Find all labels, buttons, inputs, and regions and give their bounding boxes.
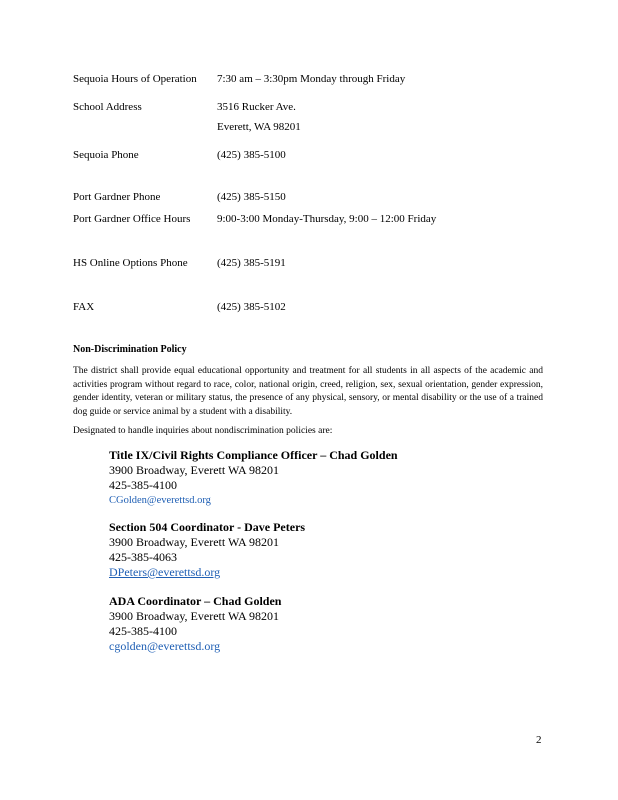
contact-address: 3900 Broadway, Everett WA 98201 bbox=[109, 535, 279, 549]
contact-email-link[interactable]: cgolden@everettsd.org bbox=[109, 639, 221, 653]
policy-heading: Non-Discrimination Policy bbox=[73, 344, 187, 355]
info-label: Sequoia Phone bbox=[73, 149, 139, 161]
info-value: 9:00-3:00 Monday-Thursday, 9:00 – 12:00 Friday bbox=[217, 213, 437, 225]
contact-block-ada bbox=[109, 594, 281, 654]
info-label: Sequoia Hours of Operation bbox=[73, 73, 197, 85]
info-value: (425) 385-5100 bbox=[217, 149, 286, 161]
designated-text: Designated to handle inquiries about nondiscrimination policies are: bbox=[73, 426, 333, 436]
contact-title: Title IX/Civil Rights Compliance Officer – Chad Golden bbox=[109, 448, 398, 462]
info-value: 7:30 am – 3:30pm Monday through Friday bbox=[217, 73, 406, 85]
contact-phone: 425-385-4063 bbox=[109, 550, 177, 564]
contact-block-title-ix bbox=[109, 448, 398, 508]
info-label: Port Gardner Office Hours bbox=[73, 213, 191, 225]
info-value: (425) 385-5102 bbox=[217, 301, 286, 313]
contact-email-link[interactable]: CGolden@everettsd.org bbox=[109, 495, 211, 506]
info-value: (425) 385-5150 bbox=[217, 191, 286, 203]
info-label: School Address bbox=[73, 101, 142, 113]
contact-title: ADA Coordinator – Chad Golden bbox=[109, 594, 282, 608]
contact-title: Section 504 Coordinator - Dave Peters bbox=[109, 520, 306, 534]
policy-body: The district shall provide equal educational opportunity and treatment for all students in all aspects of the academic and activities program without regard to race, color, national origin, creed, religion, sex, sexual orientation, gender expression, gender identity, veteran or military status, the presence of any physical, sensory, or mental disability or the use of a trained dog guide or service animal by a student with a disability. bbox=[73, 366, 543, 417]
info-label: FAX bbox=[73, 301, 95, 313]
contact-block-section-504 bbox=[109, 520, 305, 580]
contact-address: 3900 Broadway, Everett WA 98201 bbox=[109, 609, 279, 623]
info-value: Everett, WA 98201 bbox=[217, 121, 301, 133]
contact-email-link[interactable]: DPeters@everettsd.org bbox=[109, 565, 221, 579]
info-value: (425) 385-5191 bbox=[217, 257, 286, 269]
info-label: Port Gardner Phone bbox=[73, 191, 161, 203]
contact-address: 3900 Broadway, Everett WA 98201 bbox=[109, 463, 279, 477]
page-number: 2 bbox=[536, 734, 542, 746]
contact-phone: 425-385-4100 bbox=[109, 624, 177, 638]
info-value: 3516 Rucker Ave. bbox=[217, 101, 296, 113]
contact-phone: 425-385-4100 bbox=[109, 478, 177, 492]
info-label: HS Online Options Phone bbox=[73, 257, 188, 269]
